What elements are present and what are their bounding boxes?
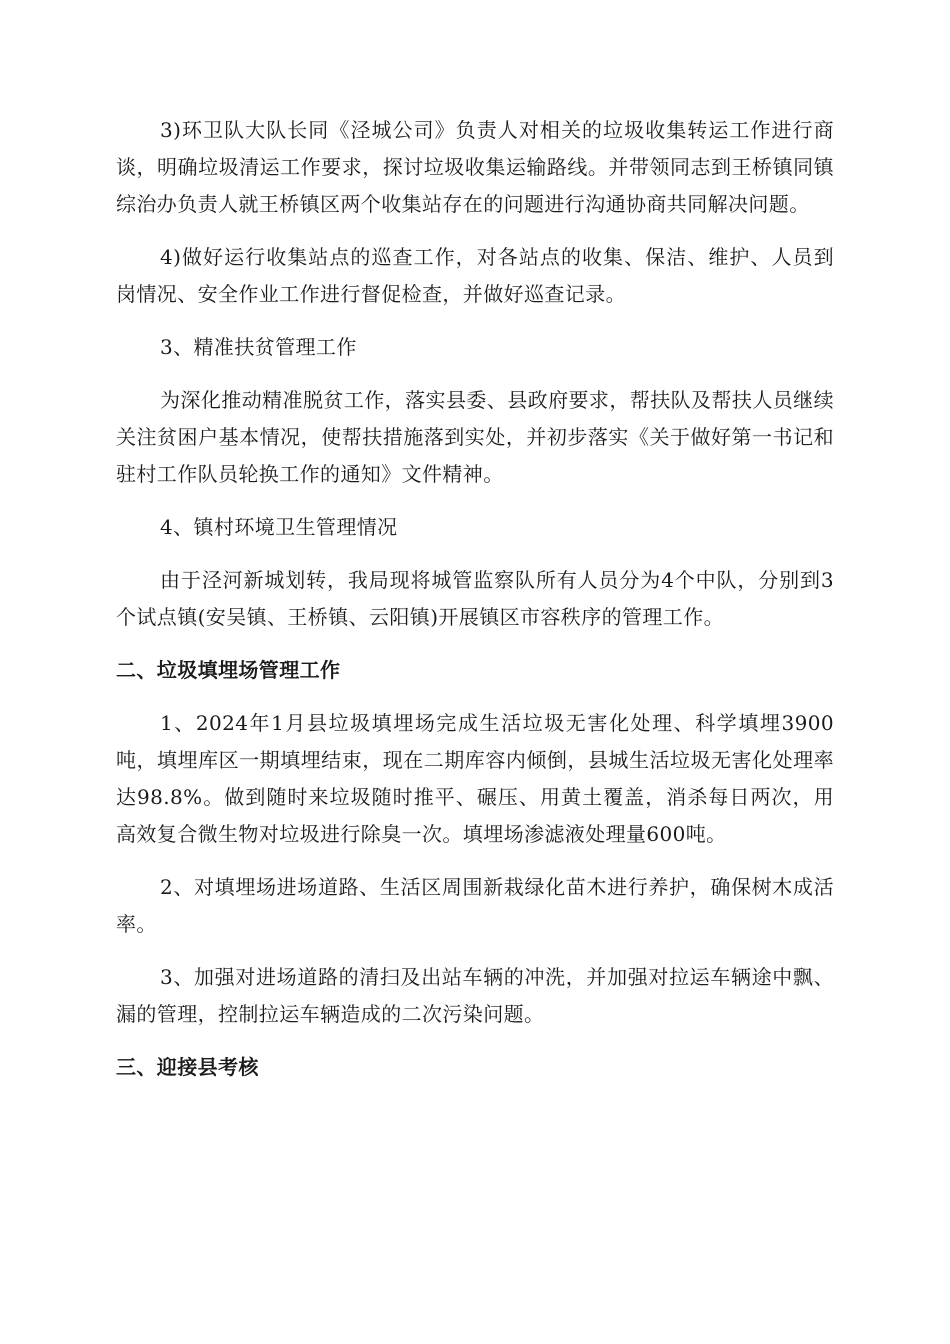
subheading-poverty-alleviation: 3、精准扶贫管理工作 xyxy=(160,335,357,359)
paragraph-landfill-processing: 1、2024年1月县垃圾填埋场完成生活垃圾无害化处理、科学填埋3900吨，填埋库区一期填埋结束，现在二期库容内倾倒，县城生活垃圾无害化处理率达98.8%。做到随时来垃圾随时推平、碾压、用黄土覆盖，消杀每日两次，用高效复合微生物对垃圾进行除臭一次。填埋场渗滤液处理量600吨。 xyxy=(116,711,834,846)
paragraph-station-inspection: 4)做好运行收集站点的巡查工作，对各站点的收集、保洁、维护、人员到岗情况、安全作业工作进行督促检查，并做好巡查记录。 xyxy=(116,245,834,306)
document-body xyxy=(116,112,834,1086)
section-heading-landfill: 二、垃圾填埋场管理工作 xyxy=(116,658,341,682)
paragraph-sanitation-team-talks: 3)环卫队大队长同《泾城公司》负责人对相关的垃圾收集转运工作进行商谈，明确垃圾清运工作要求，探讨垃圾收集运输路线。并带领同志到王桥镇同镇综治办负责人就王桥镇区两个收集站存在的问题进行沟通协商共同解决问题。 xyxy=(116,118,834,216)
paragraph-landfill-greening: 2、对填埋场进场道路、生活区周围新栽绿化苗木进行养护，确保树木成活率。 xyxy=(116,875,834,936)
paragraph-road-cleaning: 3、加强对进场道路的清扫及出站车辆的冲洗，并加强对拉运车辆途中飘、漏的管理，控制拉运车辆造成的二次污染问题。 xyxy=(116,965,834,1026)
paragraph-town-village-sanitation: 由于泾河新城划转，我局现将城管监察队所有人员分为4个中队，分别到3个试点镇(安吴镇、王桥镇、云阳镇)开展镇区市容秩序的管理工作。 xyxy=(116,568,834,629)
paragraph-poverty-alleviation: 为深化推动精准脱贫工作，落实县委、县政府要求，帮扶队及帮扶人员继续关注贫困户基本情况，使帮扶措施落到实处，并初步落实《关于做好第一书记和驻村工作队员轮换工作的通知》文件精神。 xyxy=(116,388,834,486)
subheading-town-village-sanitation: 4、镇村环境卫生管理情况 xyxy=(160,515,398,539)
section-heading-county-assessment: 三、迎接县考核 xyxy=(116,1055,259,1079)
